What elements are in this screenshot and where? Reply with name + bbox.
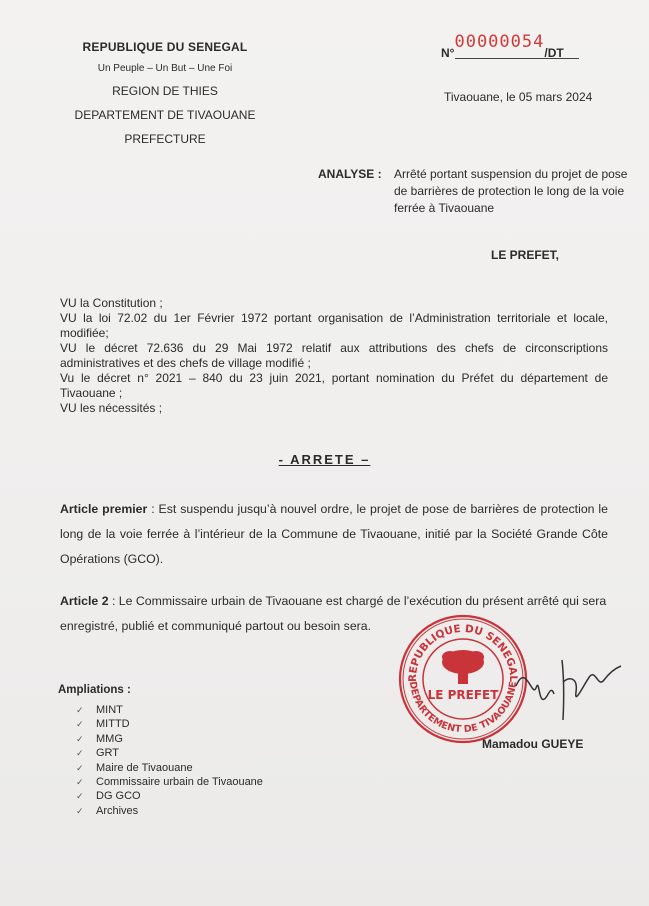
decision-heading-text: - ARRETE – [278, 452, 371, 467]
ampliation-label: MITTD [96, 718, 130, 731]
visas-list [60, 296, 608, 416]
check-icon: ✓ [76, 733, 84, 744]
reference-underline [455, 58, 579, 59]
ampliation-item [76, 732, 263, 746]
reference-suffix: /DT [544, 46, 564, 60]
article-text: : Le Commissaire urbain de Tivaouane est chargé de l’exécution du présent arrêté qui sera enregistré, publié et communiqué partout ou besoin sera. [60, 594, 607, 633]
ampliations-list [58, 703, 263, 818]
ampliation-item [76, 703, 263, 717]
ampliation-label: DG GCO [96, 790, 141, 803]
visa-item: Vu le décret n° 2021 – 840 du 23 juin 2021, portant nomination du Préfet du département de Tivaouane ; [60, 371, 608, 400]
check-icon: ✓ [76, 805, 84, 816]
ampliation-label: MINT [96, 704, 123, 716]
place-date: Tivaouane, le 05 mars 2024 [444, 90, 593, 104]
visa-item: VU la Constitution ; [60, 296, 163, 310]
article-label: Article premier [60, 502, 148, 516]
reference-digits: 00000054 [454, 32, 545, 52]
ampliation-label: Archives [96, 804, 139, 817]
ampliation-item [76, 746, 263, 760]
ampliation-item [76, 761, 263, 775]
check-icon: ✓ [76, 791, 84, 802]
check-icon: ✓ [76, 748, 84, 759]
visa-item: VU le décret 72.636 du 29 Mai 1972 relatif aux attributions des chefs de circonscriptions administratives et des chefs de village modifié ; [60, 341, 608, 370]
decision-heading [0, 452, 649, 467]
ampliation-item [76, 804, 263, 818]
ampliation-label: Commissaire urbain de Tivaouane [96, 776, 263, 789]
signature [514, 656, 624, 726]
check-icon: ✓ [76, 719, 84, 730]
letterhead [60, 40, 270, 146]
national-motto: Un Peuple – Un But – Une Foi [97, 63, 233, 74]
prefect-stamp [396, 612, 530, 746]
region-name: REGION DE THIES [112, 84, 218, 98]
department-name: DEPARTEMENT DE TIVAOUANE [74, 108, 256, 122]
article-label: Article 2 [60, 594, 109, 608]
ampliation-label: MMG [96, 732, 123, 745]
analyse-label: ANALYSE : [318, 167, 382, 181]
check-icon: ✓ [76, 762, 84, 773]
article-text: : Est suspendu jusqu’à nouvel ordre, le projet de pose de barrières de protection le long de la voie ferrée à l’intérieur de la Commune de Tivaouane, initié par la Société Grande Côte Opérations (GCO). [60, 502, 608, 566]
reference-number [441, 32, 564, 60]
ampliation-item [76, 789, 263, 803]
check-icon: ✓ [76, 777, 84, 788]
ampliations-title: Ampliations : [58, 684, 131, 696]
visa-item: VU la loi 72.02 du 1er Février 1972 portant organisation de l’Administration territoriale et locale, modifiée; [60, 311, 608, 340]
article-1 [60, 497, 608, 572]
ampliation-label: GRT [96, 747, 120, 760]
ampliation-item [76, 775, 263, 789]
ampliations-block [58, 684, 263, 818]
reference-prefix: N° [441, 46, 455, 60]
analyse-block [318, 166, 628, 215]
ampliation-label: Maire de Tivaouane [96, 761, 193, 774]
stamp-ring-bottom-text: DEPARTEMENT DE TIVAOUANE [406, 680, 520, 736]
prefecture-name: PREFECTURE [124, 132, 206, 146]
authority-title: LE PREFET, [491, 248, 560, 262]
stamp-center-text: LE PREFET [427, 688, 499, 702]
stamp-ring-top-text: REPUBLIQUE DU SENEGAL [406, 622, 520, 683]
analyse-text: Arrêté portant suspension du projet de pose de barrières de protection le long de la voie ferrée à Tivaouane [394, 167, 628, 215]
republic-title: REPUBLIQUE DU SENEGAL [82, 40, 248, 54]
visa-item: VU les nécessités ; [60, 401, 163, 415]
signatory-name: Mamadou GUEYE [482, 737, 584, 751]
check-icon: ✓ [76, 705, 84, 715]
baobab-tree-icon [442, 650, 484, 684]
ampliation-item [76, 717, 263, 731]
